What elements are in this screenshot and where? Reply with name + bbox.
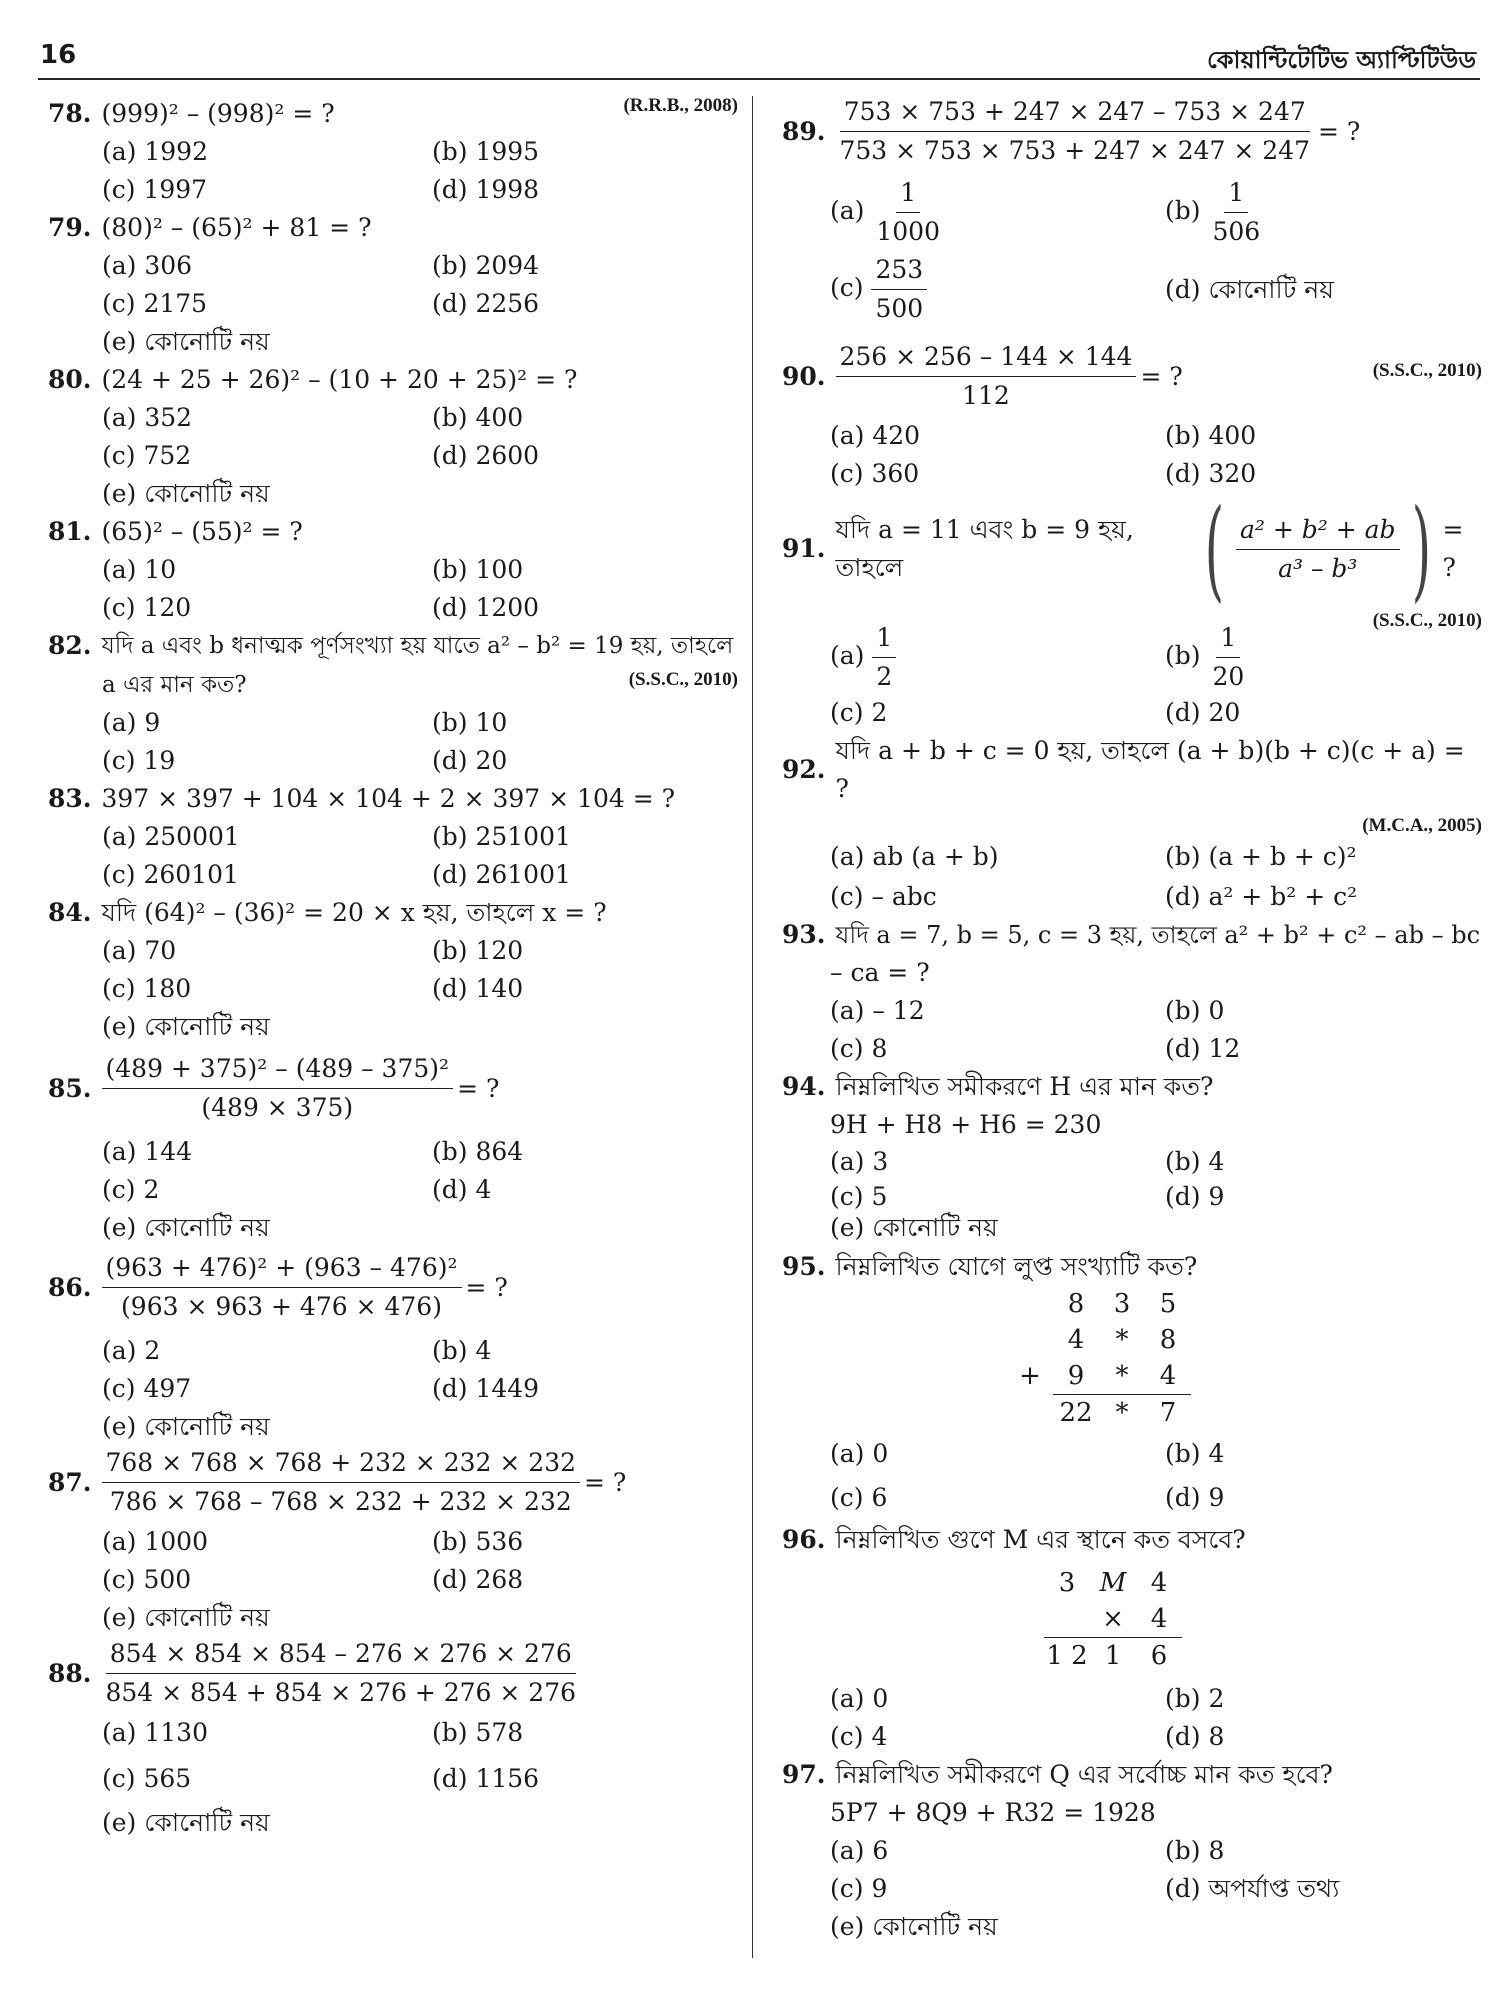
question-number: 86. (48, 1272, 92, 1302)
question-89 (782, 95, 1482, 326)
question-number: 88. (48, 1658, 92, 1688)
right-paren: ) (1411, 485, 1431, 613)
numerator: 1 (1224, 176, 1248, 213)
option-d: (d) 9 (1165, 1182, 1225, 1211)
option-e: (e) কোনোটি নয় (102, 1808, 270, 1837)
digit: M (1099, 1568, 1127, 1598)
option-d: (d) 1156 (432, 1764, 540, 1793)
option-a: (a) 0 (830, 1439, 889, 1468)
question-78 (48, 95, 738, 209)
fraction (872, 621, 896, 694)
option-c (830, 253, 1165, 326)
question-number: 87. (48, 1467, 92, 1497)
option-b: (b) 536 (432, 1527, 524, 1556)
option-b: (b) 0 (1165, 996, 1225, 1025)
equation: 5P7 + 8Q9 + R32 = 1928 (830, 1798, 1156, 1827)
fraction (1208, 621, 1248, 694)
option-b: (b) 864 (432, 1137, 524, 1166)
numerator: (489 + 375)² – (489 – 375)² (102, 1052, 454, 1089)
question-number: 84. (48, 898, 92, 927)
question-number: 94. (782, 1072, 826, 1101)
numerator: (963 + 476)² + (963 – 476)² (102, 1251, 462, 1288)
question-text: যদি (64)² – (36)² = 20 × x হয়, তাহলে x = ? (101, 898, 607, 927)
option-c: (c) 260101 (102, 860, 239, 889)
question-number: 80. (48, 365, 92, 394)
option-b: (b) 578 (432, 1718, 524, 1747)
numerator: a² + b² + ab (1236, 513, 1400, 550)
question-87 (48, 1446, 738, 1637)
question-number: 81. (48, 517, 92, 546)
option-d: (d) 4 (432, 1175, 492, 1204)
option-a: (a) ab (a + b) (830, 842, 999, 871)
digit: 7 (1145, 1394, 1191, 1431)
multiplication-puzzle (1044, 1565, 1482, 1674)
numerator: 1 (896, 176, 920, 213)
option-d: (d) 20 (1165, 698, 1241, 727)
fraction (872, 176, 944, 249)
option-e: (e) কোনোটি নয় (102, 1213, 270, 1242)
digit: 4 (1150, 1568, 1168, 1598)
question-number: 90. (782, 361, 826, 391)
question-text: (24 + 25 + 26)² – (10 + 20 + 25)² = ? (101, 365, 578, 394)
puzzle-row (1007, 1358, 1482, 1394)
option-d: (d) 1998 (432, 175, 540, 204)
question-text: যদি a এবং b ধনাত্মক পূর্ণসংখ্যা হয় যাতে a² – b² = 19 হয়, তাহলে (101, 633, 734, 659)
question-84 (48, 894, 738, 1046)
option-c: (c) 9 (830, 1874, 888, 1903)
page-header-title: কোয়ান্টিটেটিভ অ্যাপ্টিটিউড (1207, 46, 1476, 74)
question-81 (48, 513, 738, 627)
option-c: (c) 19 (102, 746, 176, 775)
option-b: (b) 100 (432, 555, 524, 584)
times-sign: × (1102, 1604, 1124, 1634)
option-a: (a) 250001 (102, 822, 240, 851)
digit (1044, 1601, 1090, 1637)
equals-question: = ? (584, 1467, 627, 1497)
question-85 (48, 1052, 738, 1247)
question-text: যদি a = 11 এবং b = 9 হয়, তাহলে (835, 515, 1134, 582)
question-97 (782, 1756, 1482, 1946)
option-d: (d) 320 (1165, 459, 1257, 488)
denominator: a³ – b³ (1278, 553, 1358, 583)
denominator: 2 (876, 662, 893, 691)
denominator: 500 (875, 294, 924, 323)
denominator: 753 × 753 × 753 + 247 × 247 × 247 (839, 136, 1311, 165)
option-a: (a) 2 (102, 1336, 161, 1365)
option-b: (b) 120 (432, 936, 524, 965)
denominator: (489 × 375) (201, 1093, 354, 1122)
option-b: (b) 400 (432, 403, 524, 432)
equals-question: = ? (465, 1272, 508, 1302)
digit: 22 (1053, 1394, 1099, 1431)
question-96 (782, 1521, 1482, 1756)
question-source: (S.S.C., 2010) (628, 669, 738, 690)
denominator: 854 × 854 + 854 × 276 + 276 × 276 (105, 1678, 577, 1707)
option-a: (a) 1000 (102, 1527, 208, 1556)
puzzle-row (1044, 1637, 1482, 1674)
numerator: 256 × 256 – 144 × 144 (836, 340, 1137, 377)
question-source: (S.S.C., 2010) (1372, 360, 1482, 381)
denominator: (963 × 963 + 476 × 476) (121, 1292, 442, 1321)
option-c: (c) 4 (830, 1722, 888, 1751)
question-text: (65)² – (55)² = ? (101, 517, 303, 546)
denominator: 20 (1212, 662, 1245, 691)
question-91 (782, 485, 1482, 732)
question-text: (80)² – (65)² + 81 = ? (101, 213, 372, 242)
digit: 5 (1159, 1289, 1177, 1319)
option-a: (a) 144 (102, 1137, 193, 1166)
option-b: (b) (a + b + c)² (1165, 842, 1357, 871)
denominator: 786 × 768 – 768 × 232 + 232 × 232 (109, 1487, 572, 1516)
question-text: নিম্নলিখিত সমীকরণে Q এর সর্বোচ্চ মান কত হবে? (835, 1760, 1333, 1789)
option-e: (e) কোনোটি নয় (102, 1412, 270, 1441)
question-86 (48, 1251, 738, 1446)
question-number: 91. (782, 534, 826, 563)
option-c: (c) 120 (102, 593, 192, 622)
question-93 (782, 916, 1482, 1068)
option-d: (d) অপর্যাপ্ত তথ্য (1165, 1874, 1340, 1903)
question-number: 96. (782, 1525, 826, 1554)
numerator: 1 (872, 621, 896, 658)
puzzle-row (1044, 1565, 1482, 1601)
question-number: 97. (782, 1760, 826, 1789)
question-83 (48, 780, 738, 894)
digit: 8 (1159, 1325, 1177, 1355)
equals-question: = ? (1140, 361, 1183, 391)
option-d: (d) 20 (432, 746, 508, 775)
option-e: (e) কোনোটি নয় (102, 1603, 270, 1632)
option-d: (d) 268 (432, 1565, 524, 1594)
option-d: (d) 9 (1165, 1483, 1225, 1512)
column-divider (752, 96, 753, 1958)
digit: 1 2 (1044, 1637, 1090, 1674)
option-b: (b) 4 (432, 1336, 492, 1365)
digit: 3 (1113, 1289, 1131, 1319)
option-a: (a) – 12 (830, 996, 925, 1025)
question-number: 79. (48, 213, 92, 242)
option-b (1165, 621, 1482, 694)
option-d: (d) 2256 (432, 289, 540, 318)
left-paren: ( (1204, 485, 1225, 613)
equals-question: = ? (457, 1073, 500, 1103)
question-number: 95. (782, 1252, 826, 1281)
option-e: (e) কোনোটি নয় (102, 479, 270, 508)
denominator: 1000 (876, 217, 940, 246)
question-source: (S.S.C., 2010) (1372, 610, 1482, 631)
question-text: নিম্নলিখিত যোগে লুপ্ত সংখ্যাটি কত? (835, 1252, 1198, 1281)
question-text: 397 × 397 + 104 × 104 + 2 × 397 × 104 = ? (101, 784, 675, 813)
option-c: (c) 1997 (102, 175, 208, 204)
numerator: 768 × 768 × 768 + 232 × 232 × 232 (102, 1446, 581, 1483)
question-number: 82. (48, 631, 92, 660)
option-b: (b) 251001 (432, 822, 571, 851)
equals-question: = ? (1442, 515, 1464, 582)
option-b: (b) 4 (1165, 1147, 1225, 1176)
fraction (871, 253, 927, 326)
option-b: (b) 10 (432, 708, 508, 737)
option-b: (b) 8 (1165, 1836, 1225, 1865)
denominator: 506 (1212, 217, 1261, 246)
digit: * (1099, 1394, 1145, 1431)
question-number: 93. (782, 920, 826, 949)
question-source: (R.R.B., 2008) (623, 95, 738, 116)
option-a: (a) 3 (830, 1147, 889, 1176)
fraction (102, 1637, 581, 1710)
fraction (102, 1446, 581, 1519)
option-e: (e) কোনোটি নয় (830, 1912, 998, 1941)
option-a (830, 621, 1165, 694)
left-column (48, 95, 738, 1842)
digit: 4 (1150, 1604, 1168, 1634)
option-c: (c) 6 (830, 1483, 888, 1512)
question-80 (48, 361, 738, 513)
option-a: (a) 70 (102, 936, 177, 965)
option-b: (b) 2 (1165, 1684, 1225, 1713)
option-label: (b) (1165, 196, 1201, 225)
option-d: (d) 1200 (432, 593, 540, 622)
digit: 9 (1067, 1361, 1085, 1391)
option-d: (d) 2600 (432, 441, 540, 470)
option-a: (a) 10 (102, 555, 177, 584)
option-c: (c) 180 (102, 974, 192, 1003)
fraction (1236, 513, 1400, 586)
option-d: (d) a² + b² + c² (1165, 882, 1358, 911)
option-d: (d) 1449 (432, 1374, 540, 1403)
question-text: যদি a = 7, b = 5, c = 3 হয়, তাহলে a² + b² + c² – ab – bc (835, 921, 1481, 949)
question-text-line2: – ca = ? (830, 958, 930, 987)
question-text: যদি a + b + c = 0 হয়, তাহলে (a + b)(b + c)(c + a) = ? (835, 736, 1465, 803)
option-a: (a) 306 (102, 251, 193, 280)
question-text: (999)² – (998)² = ? (101, 99, 335, 128)
option-d: (d) 8 (1165, 1722, 1225, 1751)
puzzle-row (1007, 1394, 1482, 1431)
option-d: (d) 140 (432, 974, 524, 1003)
equation: 9H + H8 + H6 = 230 (830, 1110, 1102, 1139)
option-c: (c) 5 (830, 1182, 888, 1211)
option-a: (a) 352 (102, 403, 193, 432)
question-text: নিম্নলিখিত গুণে M এর স্থানে কত বসবে? (835, 1525, 1246, 1554)
option-c: (c) 565 (102, 1764, 192, 1793)
option-d: (d) 12 (1165, 1034, 1241, 1063)
option-b: (b) 400 (1165, 421, 1257, 450)
option-b (1165, 176, 1482, 249)
digit: 6 (1136, 1637, 1182, 1674)
option-c: (c) 497 (102, 1374, 192, 1403)
plus-sign: + (1019, 1361, 1041, 1391)
fraction (836, 340, 1137, 413)
question-92 (782, 732, 1482, 916)
option-c: (c) 360 (830, 459, 920, 488)
question-number: 89. (782, 116, 826, 146)
question-82 (48, 627, 738, 780)
option-a (830, 176, 1165, 249)
question-88 (48, 1637, 738, 1842)
option-c: (c) 500 (102, 1565, 192, 1594)
option-label: (b) (1165, 641, 1201, 670)
option-e: (e) কোনোটি নয় (102, 327, 270, 356)
option-a: (a) 1992 (102, 137, 208, 166)
question-number: 83. (48, 784, 92, 813)
option-c: (c) 2 (102, 1175, 160, 1204)
option-e: (e) কোনোটি নয় (102, 1012, 270, 1041)
numerator: 753 × 753 + 247 × 247 – 753 × 247 (840, 95, 1310, 132)
numerator: 253 (871, 253, 927, 290)
right-column (782, 95, 1482, 1946)
option-c: (c) 2 (830, 698, 888, 727)
question-text-line2: a এর মান কত? (102, 672, 247, 698)
option-label: (a) (830, 196, 865, 225)
equals-question: = ? (1318, 116, 1361, 146)
puzzle-row (1044, 1601, 1482, 1637)
fraction (102, 1251, 462, 1324)
question-number: 78. (48, 99, 92, 128)
header-divider (38, 78, 1480, 80)
fraction (836, 95, 1315, 168)
question-number: 92. (782, 755, 826, 784)
option-a: (a) 0 (830, 1684, 889, 1713)
puzzle-row (1007, 1322, 1482, 1358)
page-number: 16 (40, 40, 77, 70)
option-label: (c) (830, 273, 864, 302)
option-label: (a) (830, 641, 865, 670)
option-c: (c) – abc (830, 882, 937, 911)
addition-puzzle (1007, 1286, 1482, 1431)
digit: 8 (1067, 1289, 1085, 1319)
question-source: (M.C.A., 2005) (1362, 815, 1482, 836)
digit: 4 (1067, 1325, 1085, 1355)
option-b: (b) 4 (1165, 1439, 1225, 1468)
digit: 4 (1159, 1361, 1177, 1391)
fraction (102, 1052, 454, 1125)
question-text: নিম্নলিখিত সমীকরণে H এর মান কত? (835, 1072, 1214, 1101)
option-a: (a) 1130 (102, 1718, 208, 1747)
digit: * (1115, 1325, 1129, 1355)
numerator: 854 × 854 × 854 – 276 × 276 × 276 (106, 1637, 576, 1674)
question-number: 85. (48, 1073, 92, 1103)
option-b: (b) 2094 (432, 251, 540, 280)
denominator: 112 (962, 381, 1010, 410)
option-c: (c) 752 (102, 441, 192, 470)
question-90 (782, 340, 1482, 493)
puzzle-row (1007, 1286, 1482, 1322)
option-d: (d) 261001 (432, 860, 571, 889)
option-d: (d) কোনোটি নয় (1165, 274, 1334, 304)
option-c: (c) 2175 (102, 289, 208, 318)
numerator: 1 (1216, 621, 1240, 658)
digit: 3 (1058, 1568, 1076, 1598)
question-94 (782, 1068, 1482, 1242)
option-c: (c) 8 (830, 1034, 888, 1063)
digit: * (1115, 1361, 1129, 1391)
option-e: (e) কোনোটি নয় (830, 1213, 998, 1242)
option-a: (a) 420 (830, 421, 921, 450)
option-b: (b) 1995 (432, 137, 540, 166)
fraction (1208, 176, 1264, 249)
digit: 1 (1090, 1637, 1136, 1674)
option-a: (a) 9 (102, 708, 161, 737)
option-a: (a) 6 (830, 1836, 889, 1865)
question-79 (48, 209, 738, 361)
question-95 (782, 1248, 1482, 1517)
